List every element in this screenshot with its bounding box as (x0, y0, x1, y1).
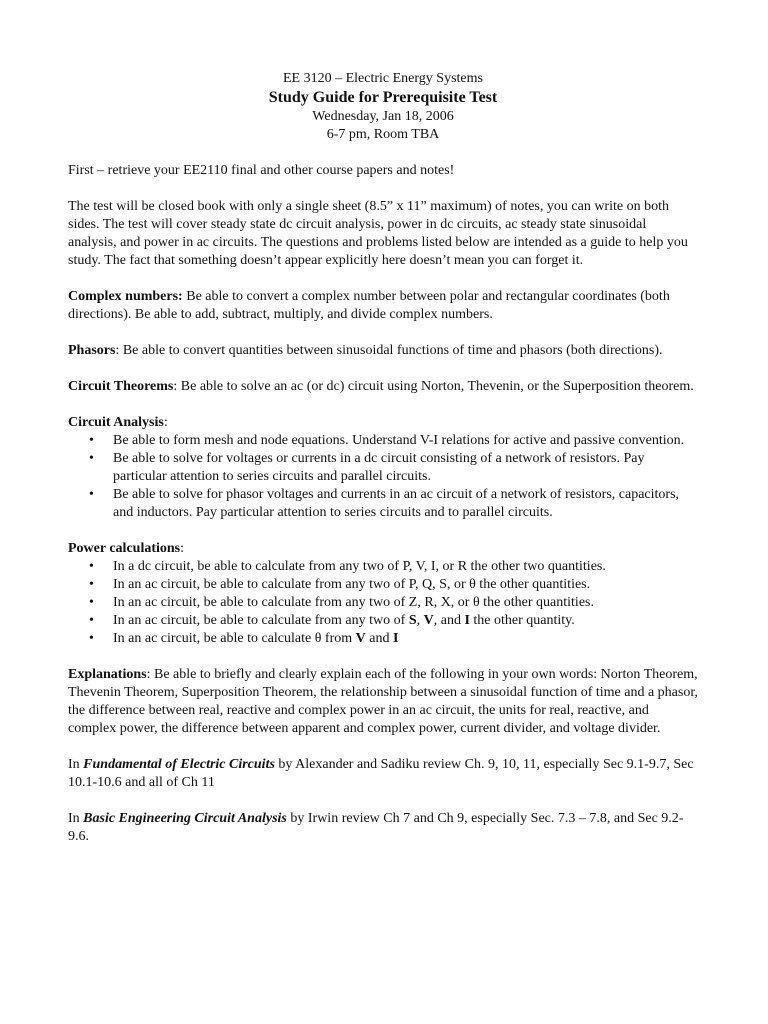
text-segment: by Irwin review Ch 7 and Ch 9, especially Sec. 7.3 – 7.8, and Sec 9.2-9.6. (68, 811, 684, 844)
book-title: Fundamental of Electric Circuits (83, 757, 275, 772)
power-calculations-section (68, 540, 698, 648)
list-item (68, 594, 698, 612)
symbol-i: I (393, 631, 399, 646)
circuit-analysis-heading: Circuit Analysis (68, 415, 164, 430)
list-item-text (113, 613, 575, 628)
text-segment: In (68, 757, 84, 772)
bullet-icon: • (89, 451, 94, 466)
bullet-icon: • (89, 487, 94, 502)
phasors-section (68, 342, 698, 360)
list-item (68, 612, 698, 630)
circuit-analysis-title (68, 414, 698, 432)
text-segment: In an ac circuit, be able to calculate from any two of (113, 613, 409, 628)
complex-numbers-heading: Complex numbers: (68, 289, 183, 304)
bullet-icon: • (89, 613, 94, 628)
test-time-room: 6-7 pm, Room TBA (326, 127, 440, 142)
circuit-analysis-list (68, 432, 698, 522)
text-segment: , and (433, 613, 465, 628)
book-title: Basic Engineering Circuit Analysis (83, 811, 287, 826)
bullet-icon: • (89, 559, 94, 574)
explanations-section (68, 666, 698, 738)
circuit-analysis-section (68, 414, 698, 522)
symbol-v: V (355, 631, 366, 646)
complex-numbers-text: Be able to convert a complex number between polar and rectangular coordinates (both directions). Be able to add, subtract, multiply, and divide complex numbers. (68, 289, 670, 322)
text-segment: , (416, 613, 424, 628)
explanations-text: : Be able to briefly and clearly explain each of the following in your own words: Norton Theorem, Thevenin Theorem, Superposition Theorem, the relationship between a sinusoidal function of time and a phasor, the difference between real, reactive and complex power in an ac circuit, the units for real, reactive, and complex power, the difference between apparent and complex power, current divider, and voltage divider. (68, 667, 698, 736)
complex-numbers-section (68, 288, 698, 324)
bullet-icon: • (89, 577, 94, 592)
power-calculations-list (68, 558, 698, 648)
bullet-icon: • (89, 433, 94, 448)
symbol-s: S (408, 613, 417, 628)
list-item-text: In an ac circuit, be able to calculate from any two of P, Q, S, or θ the other quantities. (113, 577, 591, 592)
list-item (68, 432, 698, 450)
circuit-theorems-section (68, 378, 698, 396)
list-item (68, 450, 698, 486)
list-item (68, 630, 698, 648)
document-header (68, 70, 698, 144)
text-segment: and (365, 631, 393, 646)
list-item (68, 486, 698, 522)
list-item-text: Be able to solve for voltages or currents in a dc circuit consisting of a network of resistors. Pay particular attention to series circuits and parallel circuits. (113, 451, 645, 484)
power-calculations-colon: : (180, 541, 185, 556)
course-name: EE 3120 – Electric Energy Systems (283, 71, 483, 86)
bullet-icon: • (89, 595, 94, 610)
document-title: Study Guide for Prerequisite Test (268, 89, 498, 106)
text-segment: the other quantity. (469, 613, 575, 628)
circuit-analysis-colon: : (163, 415, 168, 430)
circuit-theorems-text: : Be able to solve an ac (or dc) circuit using Norton, Thevenin, or the Superposition theorem. (173, 379, 694, 394)
list-item-text: Be able to form mesh and node equations. Understand V-I relations for active and passive convention. (113, 433, 685, 448)
test-date: Wednesday, Jan 18, 2006 (312, 109, 454, 124)
phasors-heading: Phasors (68, 343, 116, 358)
list-item-text: In a dc circuit, be able to calculate from any two of P, V, I, or R the other two quantities. (113, 559, 606, 574)
phasors-text: : Be able to convert quantities between sinusoidal functions of time and phasors (both directions). (115, 343, 663, 358)
list-item-text: In an ac circuit, be able to calculate from any two of Z, R, X, or θ the other quantities. (113, 595, 594, 610)
textbook-reference-alexander (68, 756, 698, 792)
text-segment: In (68, 811, 84, 826)
test-info-paragraph: The test will be closed book with only a single sheet (8.5” x 11” maximum) of notes, you can write on both sides. The test will cover steady state dc circuit analysis, power in dc circuits, ac steady state sinusoidal analysis, and power in ac circuits. The questions and problems listed below are intended as a guide to help you study. The fact that something doesn’t appear explicitly here doesn’t mean you can forget it. (68, 199, 688, 268)
text-segment: by Alexander and Sadiku review Ch. 9, 10, 11, especially Sec 9.1-9.7, Sec 10.1-10.6 and all of Ch 11 (68, 757, 694, 790)
list-item-text (113, 631, 398, 646)
power-calculations-heading: Power calculations (68, 541, 181, 556)
symbol-v: V (423, 613, 434, 628)
text-segment: In an ac circuit, be able to calculate θ from (113, 631, 356, 646)
circuit-theorems-heading: Circuit Theorems (68, 379, 174, 394)
symbol-i: I (464, 613, 470, 628)
list-item (68, 558, 698, 576)
list-item (68, 576, 698, 594)
power-calculations-title (68, 540, 698, 558)
bullet-icon: • (89, 631, 94, 646)
list-item-text: Be able to solve for phasor voltages and currents in an ac circuit of a network of resistors, capacitors, and inductors. Pay particular attention to series circuits and to parallel circuits. (113, 487, 680, 520)
explanations-heading: Explanations (68, 667, 147, 682)
intro-first-paragraph: First – retrieve your EE2110 final and other course papers and notes! (68, 163, 455, 178)
textbook-reference-irwin (68, 810, 698, 846)
